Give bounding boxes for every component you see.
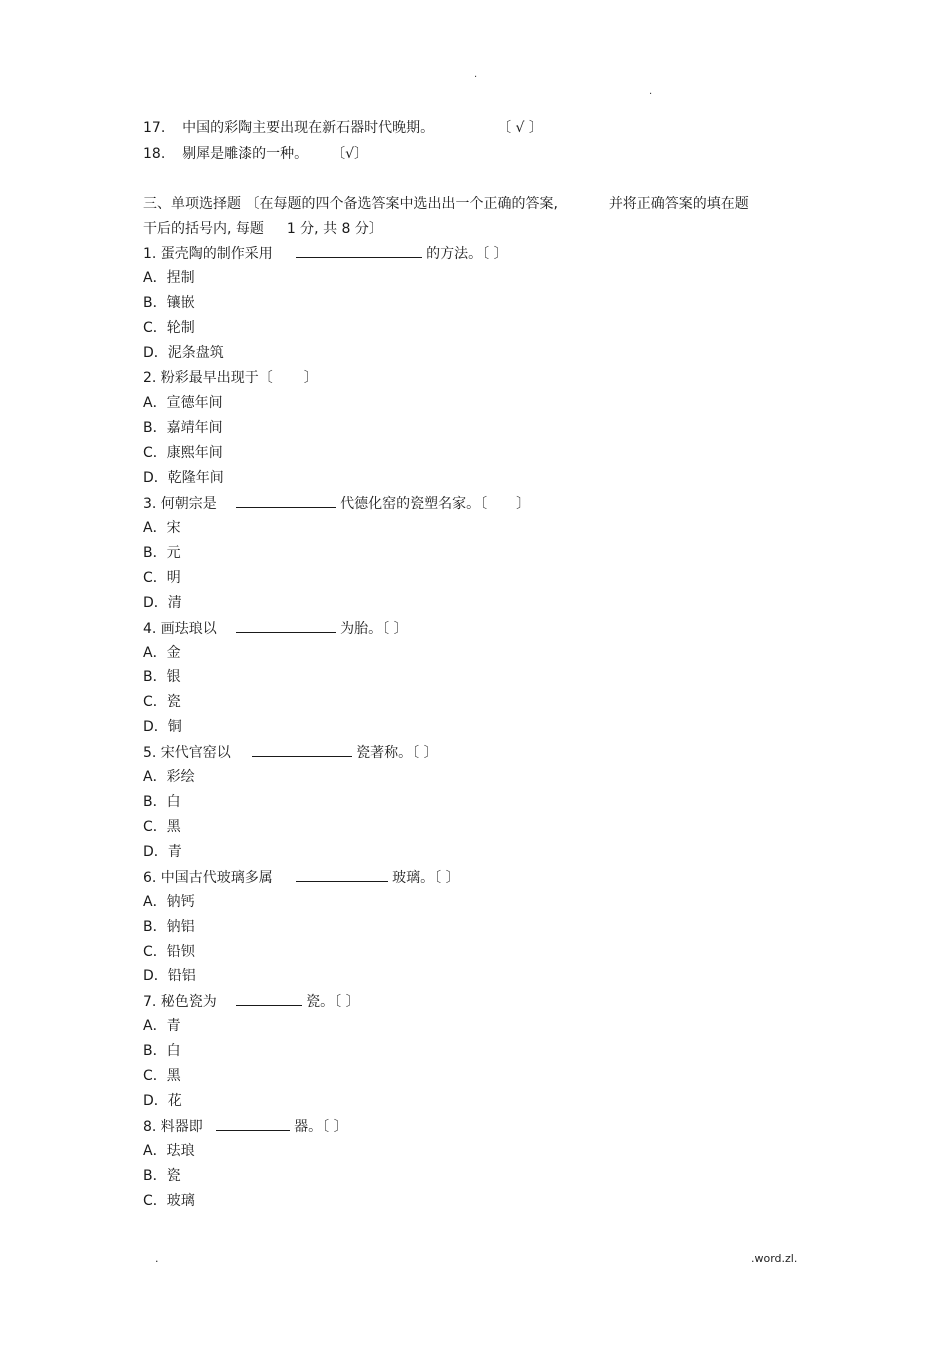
question-number: 18. — [143, 146, 166, 162]
question-stem: 1. 蛋壳陶的制作采用 — [143, 246, 273, 262]
option-d: D．花 — [143, 1093, 182, 1109]
option-b: B．钠铝 — [143, 919, 195, 935]
option-c: C．明 — [143, 570, 181, 586]
option-c: C．轮制 — [143, 320, 195, 336]
question-stem: 2. 粉彩最早出现于〔 — [143, 370, 273, 386]
option-a: A．金 — [143, 645, 181, 661]
question-3 — [143, 493, 530, 513]
option-d: D．乾隆年间 — [143, 470, 224, 486]
option-b: B．瓷 — [143, 1168, 181, 1184]
option-a: A．捏制 — [143, 270, 195, 286]
answer-blank — [236, 493, 336, 508]
answer-blank — [236, 618, 336, 633]
question-stem: 6. 中国古代玻璃多属 — [143, 870, 273, 886]
question-stem-end: 的方法。〔 〕 — [426, 246, 508, 262]
question-4 — [143, 618, 408, 638]
option-d: D．铅铝 — [143, 968, 196, 984]
option-c: C．瓷 — [143, 694, 181, 710]
answer-bracket: 〔√〕 — [331, 146, 368, 162]
tf-question-17 — [143, 118, 543, 138]
answer-blank — [216, 1116, 290, 1131]
option-d: D．清 — [143, 595, 182, 611]
answer-blank — [296, 243, 422, 258]
section-title-cont: 并将正确答案的填在题 — [608, 196, 749, 212]
question-stem-end: 瓷著称。〔 〕 — [356, 745, 438, 761]
question-stem-end: 瓷。〔 〕 — [306, 994, 360, 1010]
answer-blank — [236, 991, 302, 1006]
option-c: C．黑 — [143, 819, 181, 835]
question-stem-end: 代德化窑的瓷塑名家。〔 — [340, 496, 488, 512]
question-stem-end: 〕 — [303, 370, 318, 386]
question-stem-end: 为胎。〔 〕 — [340, 621, 408, 637]
question-stem: 3. 何朝宗是 — [143, 496, 217, 512]
option-a: A．宣德年间 — [143, 395, 223, 411]
section-title-cont: 干后的括号内, 每题 — [143, 221, 264, 237]
option-c: C．黑 — [143, 1068, 181, 1084]
option-a: A．珐琅 — [143, 1143, 195, 1159]
section-heading — [143, 194, 749, 214]
question-stem: 4. 画珐琅以 — [143, 621, 217, 637]
question-stem-end: 器。〔 〕 — [294, 1119, 348, 1135]
question-number: 17. — [143, 120, 166, 136]
question-8 — [143, 1116, 348, 1136]
footer-dot: . — [155, 1252, 159, 1265]
header-dot: · — [649, 89, 653, 100]
question-stem: 7. 秘色瓷为 — [143, 994, 217, 1010]
section-title-cont: 1 分, 共 8 分〕 — [286, 221, 383, 237]
header-dot: · — [474, 72, 478, 83]
question-5 — [143, 742, 438, 762]
option-d: D．青 — [143, 844, 182, 860]
option-c: C．铅钡 — [143, 944, 195, 960]
option-b: B．嘉靖年间 — [143, 420, 223, 436]
question-text: 中国的彩陶主要出现在新石器时代晚期。 — [182, 120, 435, 136]
option-b: B．镶嵌 — [143, 295, 195, 311]
option-a: A．宋 — [143, 520, 181, 536]
question-6 — [143, 867, 460, 887]
option-b: B．白 — [143, 794, 181, 810]
option-b: B．元 — [143, 545, 181, 561]
question-stem-end: 玻璃。〔 〕 — [392, 870, 460, 886]
option-a: A．青 — [143, 1018, 181, 1034]
question-1 — [143, 243, 508, 263]
option-a: A．钠钙 — [143, 894, 195, 910]
option-a: A．彩绘 — [143, 769, 195, 785]
section-title: 三、单项选择题 〔在每题的四个备选答案中选出出一个正确的答案, — [143, 196, 558, 212]
option-d: D．泥条盘筑 — [143, 345, 224, 361]
option-d: D．铜 — [143, 719, 182, 735]
question-7 — [143, 991, 360, 1011]
question-stem: 5. 宋代官窑以 — [143, 745, 231, 761]
answer-blank — [296, 867, 388, 882]
option-b: B．白 — [143, 1043, 181, 1059]
option-c: C．玻璃 — [143, 1193, 195, 1209]
option-b: B．银 — [143, 669, 181, 685]
section-heading-line2 — [143, 219, 383, 239]
footer-watermark: .word.zl. — [751, 1252, 798, 1265]
question-stem-end: 〕 — [516, 496, 531, 512]
question-stem: 8. 料器即 — [143, 1119, 203, 1135]
tf-question-18 — [143, 144, 368, 164]
answer-bracket: 〔 √ 〕 — [497, 120, 543, 136]
question-text: 剔犀是雕漆的一种。 — [182, 146, 309, 162]
question-2 — [143, 368, 318, 388]
option-c: C．康熙年间 — [143, 445, 223, 461]
answer-blank — [252, 742, 352, 757]
